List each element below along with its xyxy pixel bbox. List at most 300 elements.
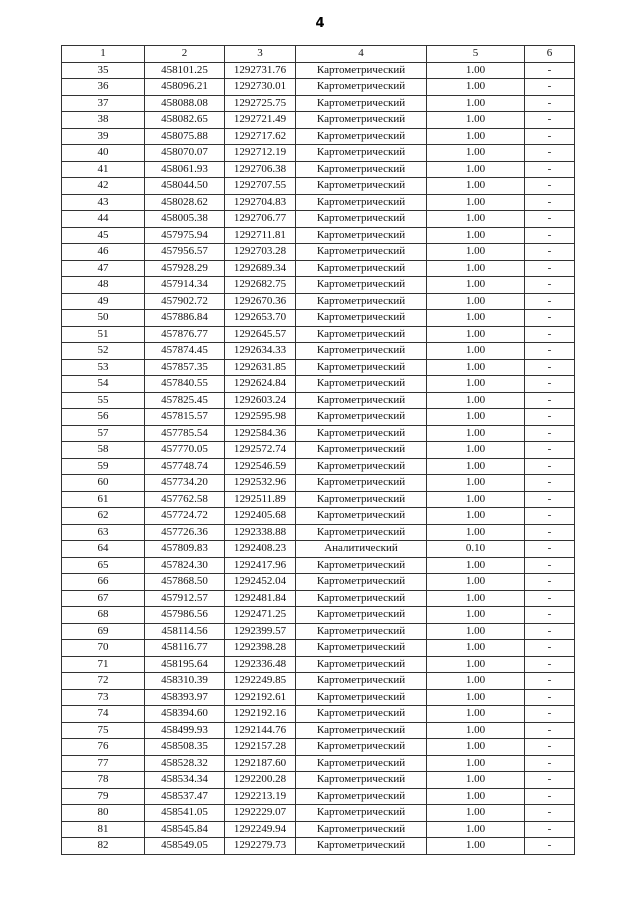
table-row bbox=[62, 326, 575, 343]
cell-accuracy: 1.00 bbox=[427, 491, 525, 508]
cell-x: 457975.94 bbox=[145, 227, 225, 244]
cell-point-number: 41 bbox=[62, 161, 145, 178]
cell-y: 1292511.89 bbox=[225, 491, 296, 508]
cell-method: Картометрический bbox=[296, 359, 427, 376]
cell-description: - bbox=[525, 838, 575, 855]
cell-x: 457928.29 bbox=[145, 260, 225, 277]
cell-x: 457912.57 bbox=[145, 590, 225, 607]
cell-y: 1292624.84 bbox=[225, 376, 296, 393]
cell-accuracy: 1.00 bbox=[427, 128, 525, 145]
cell-point-number: 53 bbox=[62, 359, 145, 376]
column-header-y: 3 bbox=[225, 46, 296, 63]
cell-point-number: 48 bbox=[62, 277, 145, 294]
cell-description: - bbox=[525, 326, 575, 343]
cell-y: 1292213.19 bbox=[225, 788, 296, 805]
cell-method: Картометрический bbox=[296, 722, 427, 739]
cell-method: Картометрический bbox=[296, 508, 427, 525]
cell-accuracy: 1.00 bbox=[427, 211, 525, 228]
cell-point-number: 73 bbox=[62, 689, 145, 706]
cell-y: 1292653.70 bbox=[225, 310, 296, 327]
cell-y: 1292704.83 bbox=[225, 194, 296, 211]
cell-accuracy: 1.00 bbox=[427, 244, 525, 261]
page-number: 4 bbox=[315, 16, 325, 31]
cell-method: Картометрический bbox=[296, 194, 427, 211]
cell-description: - bbox=[525, 772, 575, 789]
cell-x: 457914.34 bbox=[145, 277, 225, 294]
cell-x: 457734.20 bbox=[145, 475, 225, 492]
cell-x: 457809.83 bbox=[145, 541, 225, 558]
cell-accuracy: 1.00 bbox=[427, 590, 525, 607]
cell-x: 458114.56 bbox=[145, 623, 225, 640]
table-row bbox=[62, 557, 575, 574]
cell-y: 1292706.77 bbox=[225, 211, 296, 228]
cell-point-number: 49 bbox=[62, 293, 145, 310]
cell-x: 457785.54 bbox=[145, 425, 225, 442]
table-row bbox=[62, 755, 575, 772]
cell-x: 457815.57 bbox=[145, 409, 225, 426]
cell-x: 458070.07 bbox=[145, 145, 225, 162]
cell-point-number: 54 bbox=[62, 376, 145, 393]
cell-y: 1292405.68 bbox=[225, 508, 296, 525]
cell-method: Картометрический bbox=[296, 673, 427, 690]
cell-accuracy: 1.00 bbox=[427, 392, 525, 409]
cell-y: 1292408.23 bbox=[225, 541, 296, 558]
cell-point-number: 79 bbox=[62, 788, 145, 805]
table-row bbox=[62, 458, 575, 475]
cell-point-number: 55 bbox=[62, 392, 145, 409]
cell-point-number: 63 bbox=[62, 524, 145, 541]
cell-x: 458528.32 bbox=[145, 755, 225, 772]
cell-accuracy: 1.00 bbox=[427, 79, 525, 96]
cell-description: - bbox=[525, 673, 575, 690]
cell-accuracy: 1.00 bbox=[427, 475, 525, 492]
cell-point-number: 80 bbox=[62, 805, 145, 822]
cell-accuracy: 1.00 bbox=[427, 376, 525, 393]
cell-point-number: 76 bbox=[62, 739, 145, 756]
cell-y: 1292711.81 bbox=[225, 227, 296, 244]
cell-method: Картометрический bbox=[296, 227, 427, 244]
cell-method: Картометрический bbox=[296, 623, 427, 640]
table-row bbox=[62, 739, 575, 756]
cell-method: Картометрический bbox=[296, 112, 427, 129]
cell-x: 458534.34 bbox=[145, 772, 225, 789]
table-row bbox=[62, 376, 575, 393]
table-header bbox=[62, 46, 575, 63]
cell-method: Картометрический bbox=[296, 772, 427, 789]
cell-y: 1292200.28 bbox=[225, 772, 296, 789]
cell-description: - bbox=[525, 244, 575, 261]
cell-description: - bbox=[525, 277, 575, 294]
cell-description: - bbox=[525, 623, 575, 640]
cell-x: 457748.74 bbox=[145, 458, 225, 475]
cell-y: 1292532.96 bbox=[225, 475, 296, 492]
column-header-description: 6 bbox=[525, 46, 575, 63]
cell-description: - bbox=[525, 145, 575, 162]
cell-y: 1292452.04 bbox=[225, 574, 296, 591]
cell-accuracy: 1.00 bbox=[427, 788, 525, 805]
cell-x: 458096.21 bbox=[145, 79, 225, 96]
cell-y: 1292730.01 bbox=[225, 79, 296, 96]
cell-accuracy: 1.00 bbox=[427, 293, 525, 310]
cell-method: Картометрический bbox=[296, 343, 427, 360]
table-row bbox=[62, 623, 575, 640]
table-row bbox=[62, 145, 575, 162]
table-row bbox=[62, 689, 575, 706]
header-row bbox=[62, 46, 575, 63]
cell-point-number: 38 bbox=[62, 112, 145, 129]
cell-y: 1292682.75 bbox=[225, 277, 296, 294]
column-header-method: 4 bbox=[296, 46, 427, 63]
cell-y: 1292417.96 bbox=[225, 557, 296, 574]
cell-description: - bbox=[525, 821, 575, 838]
cell-description: - bbox=[525, 227, 575, 244]
table-row bbox=[62, 475, 575, 492]
cell-point-number: 39 bbox=[62, 128, 145, 145]
cell-description: - bbox=[525, 112, 575, 129]
cell-description: - bbox=[525, 805, 575, 822]
cell-y: 1292471.25 bbox=[225, 607, 296, 624]
cell-y: 1292721.49 bbox=[225, 112, 296, 129]
cell-method: Картометрический bbox=[296, 145, 427, 162]
table-row bbox=[62, 293, 575, 310]
cell-accuracy: 0.10 bbox=[427, 541, 525, 558]
cell-accuracy: 1.00 bbox=[427, 310, 525, 327]
cell-accuracy: 1.00 bbox=[427, 574, 525, 591]
cell-x: 458549.05 bbox=[145, 838, 225, 855]
cell-point-number: 61 bbox=[62, 491, 145, 508]
table-row bbox=[62, 425, 575, 442]
cell-point-number: 50 bbox=[62, 310, 145, 327]
cell-point-number: 64 bbox=[62, 541, 145, 558]
cell-point-number: 36 bbox=[62, 79, 145, 96]
cell-point-number: 46 bbox=[62, 244, 145, 261]
cell-method: Картометрический bbox=[296, 458, 427, 475]
cell-point-number: 56 bbox=[62, 409, 145, 426]
cell-accuracy: 1.00 bbox=[427, 442, 525, 459]
cell-accuracy: 1.00 bbox=[427, 640, 525, 657]
cell-description: - bbox=[525, 557, 575, 574]
cell-description: - bbox=[525, 475, 575, 492]
cell-point-number: 59 bbox=[62, 458, 145, 475]
cell-description: - bbox=[525, 508, 575, 525]
cell-y: 1292144.76 bbox=[225, 722, 296, 739]
cell-y: 1292603.24 bbox=[225, 392, 296, 409]
cell-point-number: 75 bbox=[62, 722, 145, 739]
table-row bbox=[62, 211, 575, 228]
cell-method: Картометрический bbox=[296, 442, 427, 459]
column-header-point-number: 1 bbox=[62, 46, 145, 63]
cell-point-number: 65 bbox=[62, 557, 145, 574]
cell-point-number: 37 bbox=[62, 95, 145, 112]
cell-description: - bbox=[525, 788, 575, 805]
table-row bbox=[62, 359, 575, 376]
cell-accuracy: 1.00 bbox=[427, 508, 525, 525]
table-row bbox=[62, 524, 575, 541]
table-row bbox=[62, 590, 575, 607]
cell-description: - bbox=[525, 491, 575, 508]
table-row bbox=[62, 128, 575, 145]
cell-point-number: 42 bbox=[62, 178, 145, 195]
cell-accuracy: 1.00 bbox=[427, 95, 525, 112]
cell-y: 1292157.28 bbox=[225, 739, 296, 756]
cell-accuracy: 1.00 bbox=[427, 359, 525, 376]
table-row bbox=[62, 79, 575, 96]
cell-y: 1292631.85 bbox=[225, 359, 296, 376]
cell-point-number: 52 bbox=[62, 343, 145, 360]
cell-accuracy: 1.00 bbox=[427, 260, 525, 277]
cell-description: - bbox=[525, 178, 575, 195]
cell-method: Картометрический bbox=[296, 640, 427, 657]
table-row bbox=[62, 838, 575, 855]
cell-method: Картометрический bbox=[296, 244, 427, 261]
cell-accuracy: 1.00 bbox=[427, 656, 525, 673]
cell-x: 457726.36 bbox=[145, 524, 225, 541]
cell-x: 457770.05 bbox=[145, 442, 225, 459]
cell-accuracy: 1.00 bbox=[427, 161, 525, 178]
cell-y: 1292703.28 bbox=[225, 244, 296, 261]
cell-accuracy: 1.00 bbox=[427, 458, 525, 475]
cell-description: - bbox=[525, 128, 575, 145]
cell-x: 458537.47 bbox=[145, 788, 225, 805]
cell-x: 458088.08 bbox=[145, 95, 225, 112]
cell-y: 1292712.19 bbox=[225, 145, 296, 162]
column-header-accuracy: 5 bbox=[427, 46, 525, 63]
cell-x: 458116.77 bbox=[145, 640, 225, 657]
cell-method: Картометрический bbox=[296, 409, 427, 426]
cell-description: - bbox=[525, 706, 575, 723]
cell-method: Картометрический bbox=[296, 656, 427, 673]
cell-method: Картометрический bbox=[296, 689, 427, 706]
cell-accuracy: 1.00 bbox=[427, 409, 525, 426]
cell-description: - bbox=[525, 524, 575, 541]
table-row bbox=[62, 722, 575, 739]
cell-method: Картометрический bbox=[296, 557, 427, 574]
cell-description: - bbox=[525, 425, 575, 442]
cell-accuracy: 1.00 bbox=[427, 706, 525, 723]
cell-description: - bbox=[525, 607, 575, 624]
cell-y: 1292229.07 bbox=[225, 805, 296, 822]
cell-point-number: 78 bbox=[62, 772, 145, 789]
coordinates-table bbox=[61, 45, 575, 855]
cell-method: Картометрический bbox=[296, 590, 427, 607]
cell-point-number: 74 bbox=[62, 706, 145, 723]
cell-method: Картометрический bbox=[296, 293, 427, 310]
cell-y: 1292717.62 bbox=[225, 128, 296, 145]
cell-y: 1292192.16 bbox=[225, 706, 296, 723]
cell-point-number: 71 bbox=[62, 656, 145, 673]
cell-method: Картометрический bbox=[296, 277, 427, 294]
cell-description: - bbox=[525, 392, 575, 409]
cell-method: Картометрический bbox=[296, 79, 427, 96]
table-row bbox=[62, 805, 575, 822]
cell-accuracy: 1.00 bbox=[427, 178, 525, 195]
table-row bbox=[62, 244, 575, 261]
cell-point-number: 77 bbox=[62, 755, 145, 772]
cell-accuracy: 1.00 bbox=[427, 326, 525, 343]
cell-point-number: 67 bbox=[62, 590, 145, 607]
table-row bbox=[62, 656, 575, 673]
cell-description: - bbox=[525, 310, 575, 327]
cell-description: - bbox=[525, 359, 575, 376]
cell-point-number: 40 bbox=[62, 145, 145, 162]
cell-accuracy: 1.00 bbox=[427, 343, 525, 360]
table-row bbox=[62, 541, 575, 558]
cell-x: 457874.45 bbox=[145, 343, 225, 360]
cell-x: 458393.97 bbox=[145, 689, 225, 706]
cell-description: - bbox=[525, 161, 575, 178]
cell-x: 457840.55 bbox=[145, 376, 225, 393]
cell-y: 1292546.59 bbox=[225, 458, 296, 475]
table-row bbox=[62, 409, 575, 426]
cell-x: 457825.45 bbox=[145, 392, 225, 409]
cell-y: 1292192.61 bbox=[225, 689, 296, 706]
cell-description: - bbox=[525, 62, 575, 79]
cell-point-number: 57 bbox=[62, 425, 145, 442]
cell-x: 457986.56 bbox=[145, 607, 225, 624]
cell-y: 1292645.57 bbox=[225, 326, 296, 343]
cell-method: Картометрический bbox=[296, 805, 427, 822]
table-row bbox=[62, 392, 575, 409]
cell-y: 1292249.94 bbox=[225, 821, 296, 838]
cell-x: 458545.84 bbox=[145, 821, 225, 838]
cell-accuracy: 1.00 bbox=[427, 524, 525, 541]
cell-y: 1292707.55 bbox=[225, 178, 296, 195]
cell-point-number: 47 bbox=[62, 260, 145, 277]
cell-accuracy: 1.00 bbox=[427, 838, 525, 855]
cell-description: - bbox=[525, 79, 575, 96]
cell-method: Картометрический bbox=[296, 211, 427, 228]
cell-point-number: 44 bbox=[62, 211, 145, 228]
cell-method: Картометрический bbox=[296, 425, 427, 442]
cell-x: 458075.88 bbox=[145, 128, 225, 145]
cell-description: - bbox=[525, 458, 575, 475]
cell-point-number: 69 bbox=[62, 623, 145, 640]
cell-y: 1292670.36 bbox=[225, 293, 296, 310]
cell-x: 457724.72 bbox=[145, 508, 225, 525]
cell-x: 458499.93 bbox=[145, 722, 225, 739]
table-row bbox=[62, 640, 575, 657]
cell-point-number: 58 bbox=[62, 442, 145, 459]
cell-y: 1292572.74 bbox=[225, 442, 296, 459]
cell-method: Картометрический bbox=[296, 326, 427, 343]
cell-method: Картометрический bbox=[296, 755, 427, 772]
cell-method: Картометрический bbox=[296, 838, 427, 855]
cell-accuracy: 1.00 bbox=[427, 821, 525, 838]
cell-point-number: 82 bbox=[62, 838, 145, 855]
cell-accuracy: 1.00 bbox=[427, 722, 525, 739]
cell-x: 457902.72 bbox=[145, 293, 225, 310]
cell-y: 1292336.48 bbox=[225, 656, 296, 673]
cell-method: Аналитический bbox=[296, 541, 427, 558]
cell-method: Картометрический bbox=[296, 821, 427, 838]
cell-point-number: 70 bbox=[62, 640, 145, 657]
cell-x: 458028.62 bbox=[145, 194, 225, 211]
cell-x: 458541.05 bbox=[145, 805, 225, 822]
cell-accuracy: 1.00 bbox=[427, 145, 525, 162]
cell-y: 1292481.84 bbox=[225, 590, 296, 607]
cell-accuracy: 1.00 bbox=[427, 112, 525, 129]
table-body bbox=[62, 62, 575, 854]
cell-point-number: 72 bbox=[62, 673, 145, 690]
cell-y: 1292634.33 bbox=[225, 343, 296, 360]
cell-method: Картометрический bbox=[296, 310, 427, 327]
cell-y: 1292725.75 bbox=[225, 95, 296, 112]
table-row bbox=[62, 574, 575, 591]
cell-accuracy: 1.00 bbox=[427, 673, 525, 690]
cell-description: - bbox=[525, 293, 575, 310]
cell-description: - bbox=[525, 194, 575, 211]
table-row bbox=[62, 227, 575, 244]
cell-description: - bbox=[525, 409, 575, 426]
table-row bbox=[62, 194, 575, 211]
cell-point-number: 62 bbox=[62, 508, 145, 525]
cell-method: Картометрический bbox=[296, 607, 427, 624]
cell-y: 1292689.34 bbox=[225, 260, 296, 277]
cell-y: 1292249.85 bbox=[225, 673, 296, 690]
cell-method: Картометрический bbox=[296, 475, 427, 492]
cell-x: 457857.35 bbox=[145, 359, 225, 376]
cell-point-number: 45 bbox=[62, 227, 145, 244]
table-row bbox=[62, 508, 575, 525]
table-row bbox=[62, 310, 575, 327]
cell-description: - bbox=[525, 689, 575, 706]
cell-method: Картометрический bbox=[296, 491, 427, 508]
cell-description: - bbox=[525, 343, 575, 360]
table-row bbox=[62, 607, 575, 624]
cell-accuracy: 1.00 bbox=[427, 623, 525, 640]
cell-x: 458101.25 bbox=[145, 62, 225, 79]
cell-y: 1292399.57 bbox=[225, 623, 296, 640]
cell-method: Картометрический bbox=[296, 260, 427, 277]
cell-description: - bbox=[525, 211, 575, 228]
cell-y: 1292187.60 bbox=[225, 755, 296, 772]
cell-x: 457868.50 bbox=[145, 574, 225, 591]
cell-description: - bbox=[525, 656, 575, 673]
table-row bbox=[62, 178, 575, 195]
cell-accuracy: 1.00 bbox=[427, 739, 525, 756]
cell-accuracy: 1.00 bbox=[427, 755, 525, 772]
column-header-x: 2 bbox=[145, 46, 225, 63]
cell-description: - bbox=[525, 442, 575, 459]
table-row bbox=[62, 788, 575, 805]
cell-x: 458195.64 bbox=[145, 656, 225, 673]
cell-x: 457876.77 bbox=[145, 326, 225, 343]
cell-x: 457824.30 bbox=[145, 557, 225, 574]
cell-accuracy: 1.00 bbox=[427, 557, 525, 574]
cell-method: Картометрический bbox=[296, 524, 427, 541]
cell-method: Картометрический bbox=[296, 574, 427, 591]
table-row bbox=[62, 95, 575, 112]
cell-method: Картометрический bbox=[296, 95, 427, 112]
cell-accuracy: 1.00 bbox=[427, 689, 525, 706]
table-row bbox=[62, 112, 575, 129]
cell-method: Картометрический bbox=[296, 128, 427, 145]
cell-description: - bbox=[525, 376, 575, 393]
table-row bbox=[62, 706, 575, 723]
cell-point-number: 81 bbox=[62, 821, 145, 838]
cell-accuracy: 1.00 bbox=[427, 62, 525, 79]
table-row bbox=[62, 821, 575, 838]
cell-point-number: 51 bbox=[62, 326, 145, 343]
cell-y: 1292279.73 bbox=[225, 838, 296, 855]
cell-method: Картометрический bbox=[296, 739, 427, 756]
cell-description: - bbox=[525, 739, 575, 756]
cell-x: 458394.60 bbox=[145, 706, 225, 723]
cell-y: 1292398.28 bbox=[225, 640, 296, 657]
cell-description: - bbox=[525, 541, 575, 558]
table-row bbox=[62, 277, 575, 294]
cell-x: 458044.50 bbox=[145, 178, 225, 195]
